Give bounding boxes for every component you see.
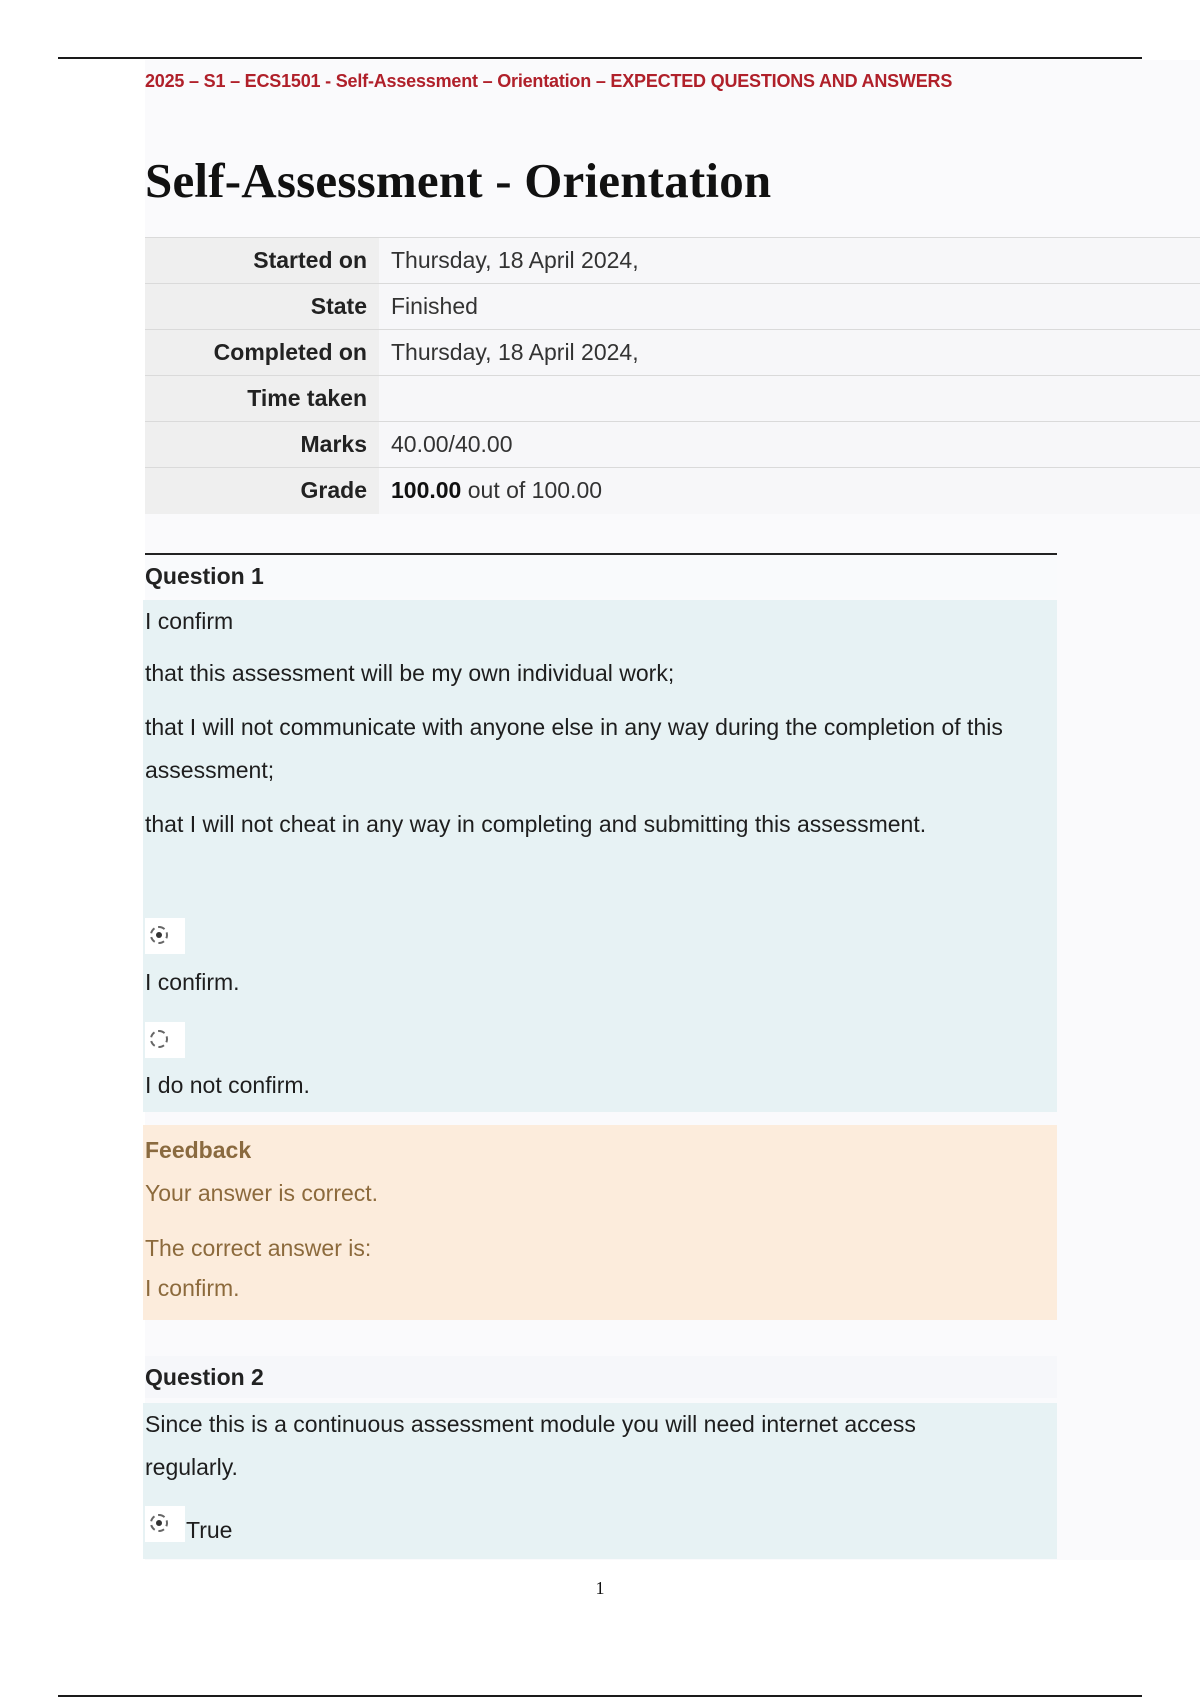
summary-label: Completed on — [145, 330, 379, 376]
question-text-line: that I will not cheat in any way in completing and submitting this assessment. — [145, 811, 927, 837]
summary-label: Grade — [145, 468, 379, 514]
question-2-heading: Question 2 — [145, 1356, 1057, 1398]
option-label: True — [186, 1517, 233, 1543]
summary-value: Thursday, 18 April 2024, — [379, 238, 1200, 284]
attempt-summary-table — [145, 237, 1200, 514]
question-1-body — [143, 600, 1057, 1112]
summary-row — [145, 376, 1200, 422]
summary-label: Marks — [145, 422, 379, 468]
summary-value — [379, 376, 1200, 422]
feedback-correct-prefix: The correct answer is: — [145, 1235, 372, 1261]
question-1-heading: Question 1 — [145, 553, 1057, 597]
summary-value: 40.00/40.00 — [379, 422, 1200, 468]
summary-value: Thursday, 18 April 2024, — [379, 330, 1200, 376]
summary-value — [379, 468, 1200, 514]
question-text-line: I confirm — [145, 608, 234, 634]
question-text-line: that this assessment will be my own individual work; — [145, 660, 675, 686]
document-header: 2025 – S1 – ECS1501 - Self-Assessment – Orientation – EXPECTED QUESTIONS AND ANSWERS — [145, 71, 953, 91]
summary-row — [145, 422, 1200, 468]
radio-option-do-not-confirm[interactable] — [145, 1022, 185, 1058]
summary-row — [145, 238, 1200, 284]
summary-row — [145, 468, 1200, 514]
question-text-line: regularly. — [145, 1454, 238, 1480]
feedback-result: Your answer is correct. — [145, 1180, 379, 1206]
summary-value: Finished — [379, 284, 1200, 330]
top-rule — [58, 57, 1142, 59]
grade-value: 100.00 — [391, 477, 462, 504]
radio-option-true[interactable] — [145, 1506, 185, 1542]
question-text-line: assessment; — [145, 757, 275, 783]
radio-unselected-icon — [150, 1030, 168, 1048]
question-2-body — [143, 1403, 1057, 1559]
feedback-correct-answer: I confirm. — [145, 1275, 240, 1301]
radio-selected-icon — [150, 1514, 168, 1532]
page-title: Self-Assessment - Orientation — [145, 153, 772, 208]
summary-label: State — [145, 284, 379, 330]
radio-option-confirm[interactable] — [145, 918, 185, 954]
option-label: I do not confirm. — [145, 1072, 310, 1098]
radio-selected-icon — [150, 926, 168, 944]
summary-row — [145, 284, 1200, 330]
summary-label: Started on — [145, 238, 379, 284]
feedback-title: Feedback — [145, 1137, 252, 1163]
grade-out-of: out of 100.00 — [461, 477, 603, 504]
page-number: 1 — [595, 1578, 605, 1598]
question-text-line: that I will not communicate with anyone else in any way during the completion of this — [145, 714, 1003, 740]
question-1-feedback — [143, 1125, 1057, 1320]
option-label: I confirm. — [145, 969, 240, 995]
summary-label: Time taken — [145, 376, 379, 422]
bottom-rule — [58, 1695, 1142, 1697]
summary-row — [145, 330, 1200, 376]
question-text-line: Since this is a continuous assessment module you will need internet access — [145, 1411, 916, 1437]
